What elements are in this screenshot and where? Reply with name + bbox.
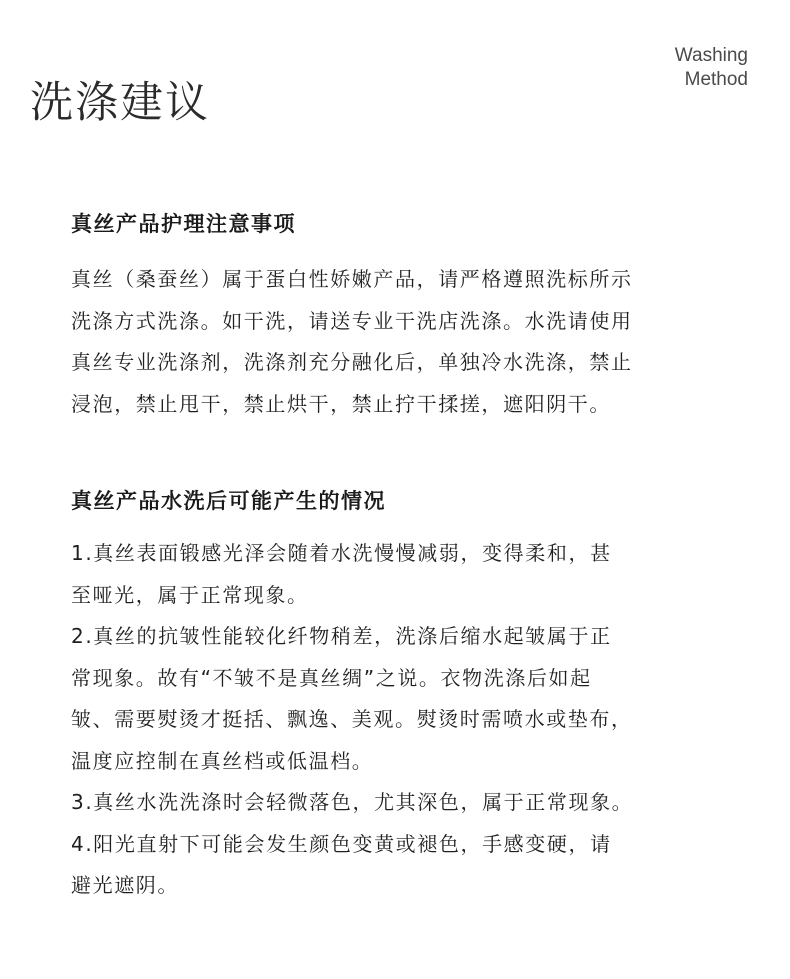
after-wash-paragraph bbox=[71, 533, 751, 907]
text-line: 常现象。故有“不皱不是真丝绸”之说。衣物洗涤后如起 bbox=[71, 665, 592, 690]
care-notes-section bbox=[71, 209, 751, 425]
subtitle-line: Method bbox=[684, 69, 748, 90]
page-title: 洗涤建议 bbox=[30, 77, 210, 128]
text-line: 1.真丝表面锻感光泽会随着水洗慢慢减弱，变得柔和，甚 bbox=[71, 541, 612, 565]
text-line: 温度应控制在真丝档或低温档。 bbox=[71, 748, 374, 773]
after-wash-section bbox=[71, 486, 751, 907]
text-line: 真丝（桑蚕丝）属于蛋白性娇嫩产品，请严格遵照洗标所示 bbox=[71, 267, 633, 291]
section-heading: 真丝产品水洗后可能产生的情况 bbox=[71, 489, 386, 513]
text-line: 至哑光，属于正常现象。 bbox=[71, 582, 309, 607]
section-heading: 真丝产品护理注意事项 bbox=[71, 212, 296, 236]
text-line: 浸泡，禁止甩干，禁止烘干，禁止拧干揉搓，遮阳阴干。 bbox=[71, 391, 611, 416]
page-subtitle bbox=[675, 44, 748, 92]
text-line: 真丝专业洗涤剂，洗涤剂充分融化后，单独冷水洗涤，禁止 bbox=[71, 350, 633, 374]
text-line: 洗涤方式洗涤。如干洗，请送专业干洗店洗涤。水洗请使用 bbox=[71, 308, 633, 333]
text-line: 4.阳光直射下可能会发生颜色变黄或褪色，手感变硬，请 bbox=[71, 831, 612, 856]
care-notes-paragraph bbox=[71, 259, 751, 425]
text-line: 避光遮阴。 bbox=[71, 873, 179, 897]
text-line: 皱、需要熨烫才挺括、飘逸、美观。熨烫时需喷水或垫布， bbox=[71, 707, 633, 731]
subtitle-line: Washing bbox=[674, 45, 748, 66]
text-line: 2.真丝的抗皱性能较化纤物稍差，洗涤后缩水起皱属于正 bbox=[71, 624, 612, 648]
text-line: 3.真丝水洗洗涤时会轻微落色，尤其深色，属于正常现象。 bbox=[71, 790, 634, 814]
